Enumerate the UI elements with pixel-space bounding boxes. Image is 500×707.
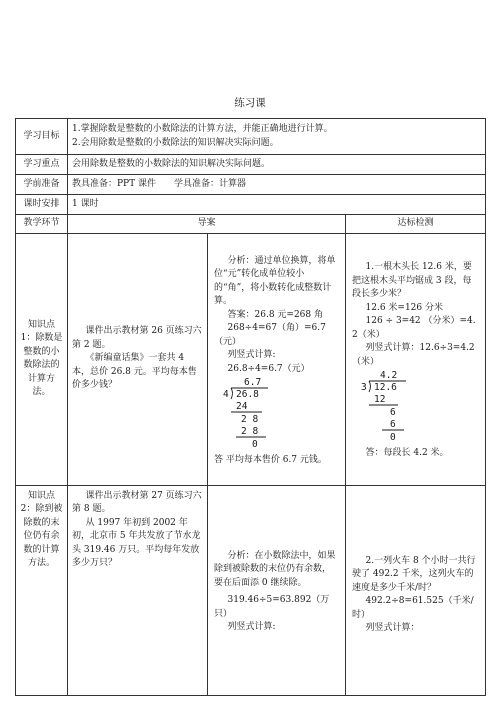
time-label: 课时安排 xyxy=(16,195,68,215)
knowledge-point-2-check xyxy=(346,485,486,695)
answer-line: 列竖式计算: xyxy=(227,350,276,360)
step-remainder: 2 8 xyxy=(241,414,259,425)
division-bracket xyxy=(369,381,371,392)
dividend: 12.6 xyxy=(374,382,397,394)
exercise-line: 12.6 米=126 分米 xyxy=(365,302,443,313)
knowledge-point-1-guide xyxy=(68,233,208,485)
quotient: 6.7 xyxy=(244,377,262,388)
knowledge-point-1-check xyxy=(346,233,486,485)
exercise-line: 列竖式计算：12.6÷3=4.2（米） xyxy=(352,343,475,367)
exercise-line: 126 ÷ 3=42 （分米）=4.2（米） xyxy=(352,316,476,340)
answer-text: 答：每段长 4.2 米。 xyxy=(365,448,449,459)
time-content: 1 课时 xyxy=(68,195,486,215)
final-remainder: 0 xyxy=(252,439,258,448)
analysis-text: 分析：在小数除法中，如果除到被除数的末位仍有余数，要在后面添 0 继续除。 xyxy=(214,550,336,588)
focus-row xyxy=(16,155,486,175)
goal-item: 1.掌握除数是整数的小数除法的计算方法，并能正确地进行计算。 xyxy=(72,124,333,134)
lesson-plan-table xyxy=(15,118,486,696)
guide-text: 从 1997 年初到 2002 年初，北京市 5 年共发放了节水龙头 319.46 万只。平均每年发放多少万只？ xyxy=(72,517,201,568)
answer-line: 319.46÷5=63.892（万只） xyxy=(214,595,330,619)
knowledge-point-2-analysis xyxy=(208,485,346,695)
answer-line: 26.8÷4=6.7（元） xyxy=(227,363,310,374)
division-bracket xyxy=(231,388,233,399)
focus-label: 学习重点 xyxy=(16,155,68,175)
final-remainder: 0 xyxy=(390,432,396,442)
exercise-line: 492.2÷8=61.525（千米/时） xyxy=(352,596,474,620)
prep-row xyxy=(16,175,486,195)
guide-text: 课件出示教材第 26 页练习六第 2 题。 xyxy=(72,326,202,350)
answer-line: 列竖式计算: xyxy=(227,622,276,632)
page-title: 练习课 xyxy=(234,97,266,109)
step-remainder: 6 xyxy=(390,407,396,419)
step-product: 24 xyxy=(236,401,248,412)
exercise-question: 1.一根木头长 12.6 米，要把这根木头平均锯成 3 段，每段长多少米？ xyxy=(352,262,472,300)
knowledge-point-2-guide xyxy=(68,485,208,695)
step-product: 2 8 xyxy=(241,426,259,437)
step-product: 6 xyxy=(390,419,396,431)
knowledge-point-1-row xyxy=(16,233,486,485)
prep-content: 教具准备：PPT 课件 学具准备：计算器 xyxy=(68,175,486,195)
answer-line: 268÷4=67（角）=6.7（元） xyxy=(214,323,326,347)
focus-content: 会用除数是整数的小数除法的知识解决实际问题。 xyxy=(68,155,486,175)
quotient: 4.2 xyxy=(380,370,398,382)
exercise-question: 2.一列火车 8 个小时一共行驶了 492.2 千米，这列火车的速度是多少千米/时？ xyxy=(352,555,476,593)
knowledge-point-2-row xyxy=(16,485,486,695)
header-row xyxy=(16,215,486,234)
guide-text: 《新编童话集》一套共 4 本，总价 26.8 元。平均每本售价多少钱？ xyxy=(72,353,197,391)
knowledge-point-1-analysis xyxy=(208,233,346,485)
goal-label: 学习目标 xyxy=(16,119,68,155)
goal-row xyxy=(16,119,486,155)
time-row xyxy=(16,195,486,215)
goal-content xyxy=(68,119,486,155)
header-check: 达标检测 xyxy=(346,215,486,234)
goal-item: 2.会用除数是整数的小数除法的知识解决实际问题。 xyxy=(72,137,279,148)
exercise-line: 列竖式计算： xyxy=(365,623,420,633)
divisor: 4 xyxy=(223,389,229,400)
header-guide: 导案 xyxy=(68,215,346,234)
step-product: 12 xyxy=(374,394,386,406)
long-division-26.8-by-4 xyxy=(214,376,324,448)
answer-line: 答案：26.8 元=268 角 xyxy=(227,309,323,320)
long-division-12.6-by-3 xyxy=(352,369,462,441)
knowledge-point-1-label: 知识点 1：除数是整数的小数除法的计算方法。 xyxy=(16,233,68,485)
divisor: 3 xyxy=(361,382,367,394)
header-stage: 教学环节 xyxy=(16,215,68,234)
knowledge-point-2-label: 知识点 2：除到被除数的末位仍有余数的计算方法。 xyxy=(16,485,68,695)
analysis-text: 分析：通过单位换算，将单位“元”转化成单位较小的“角”，将小数转化成整数计算。 xyxy=(214,255,336,306)
prep-label: 学前准备 xyxy=(16,175,68,195)
guide-text: 课件出示教材第 27 页练习六第 8 题。 xyxy=(72,490,202,514)
dividend: 26.8 xyxy=(236,389,259,400)
answer-text: 答 平均每本售价 6.7 元钱。 xyxy=(214,455,327,465)
